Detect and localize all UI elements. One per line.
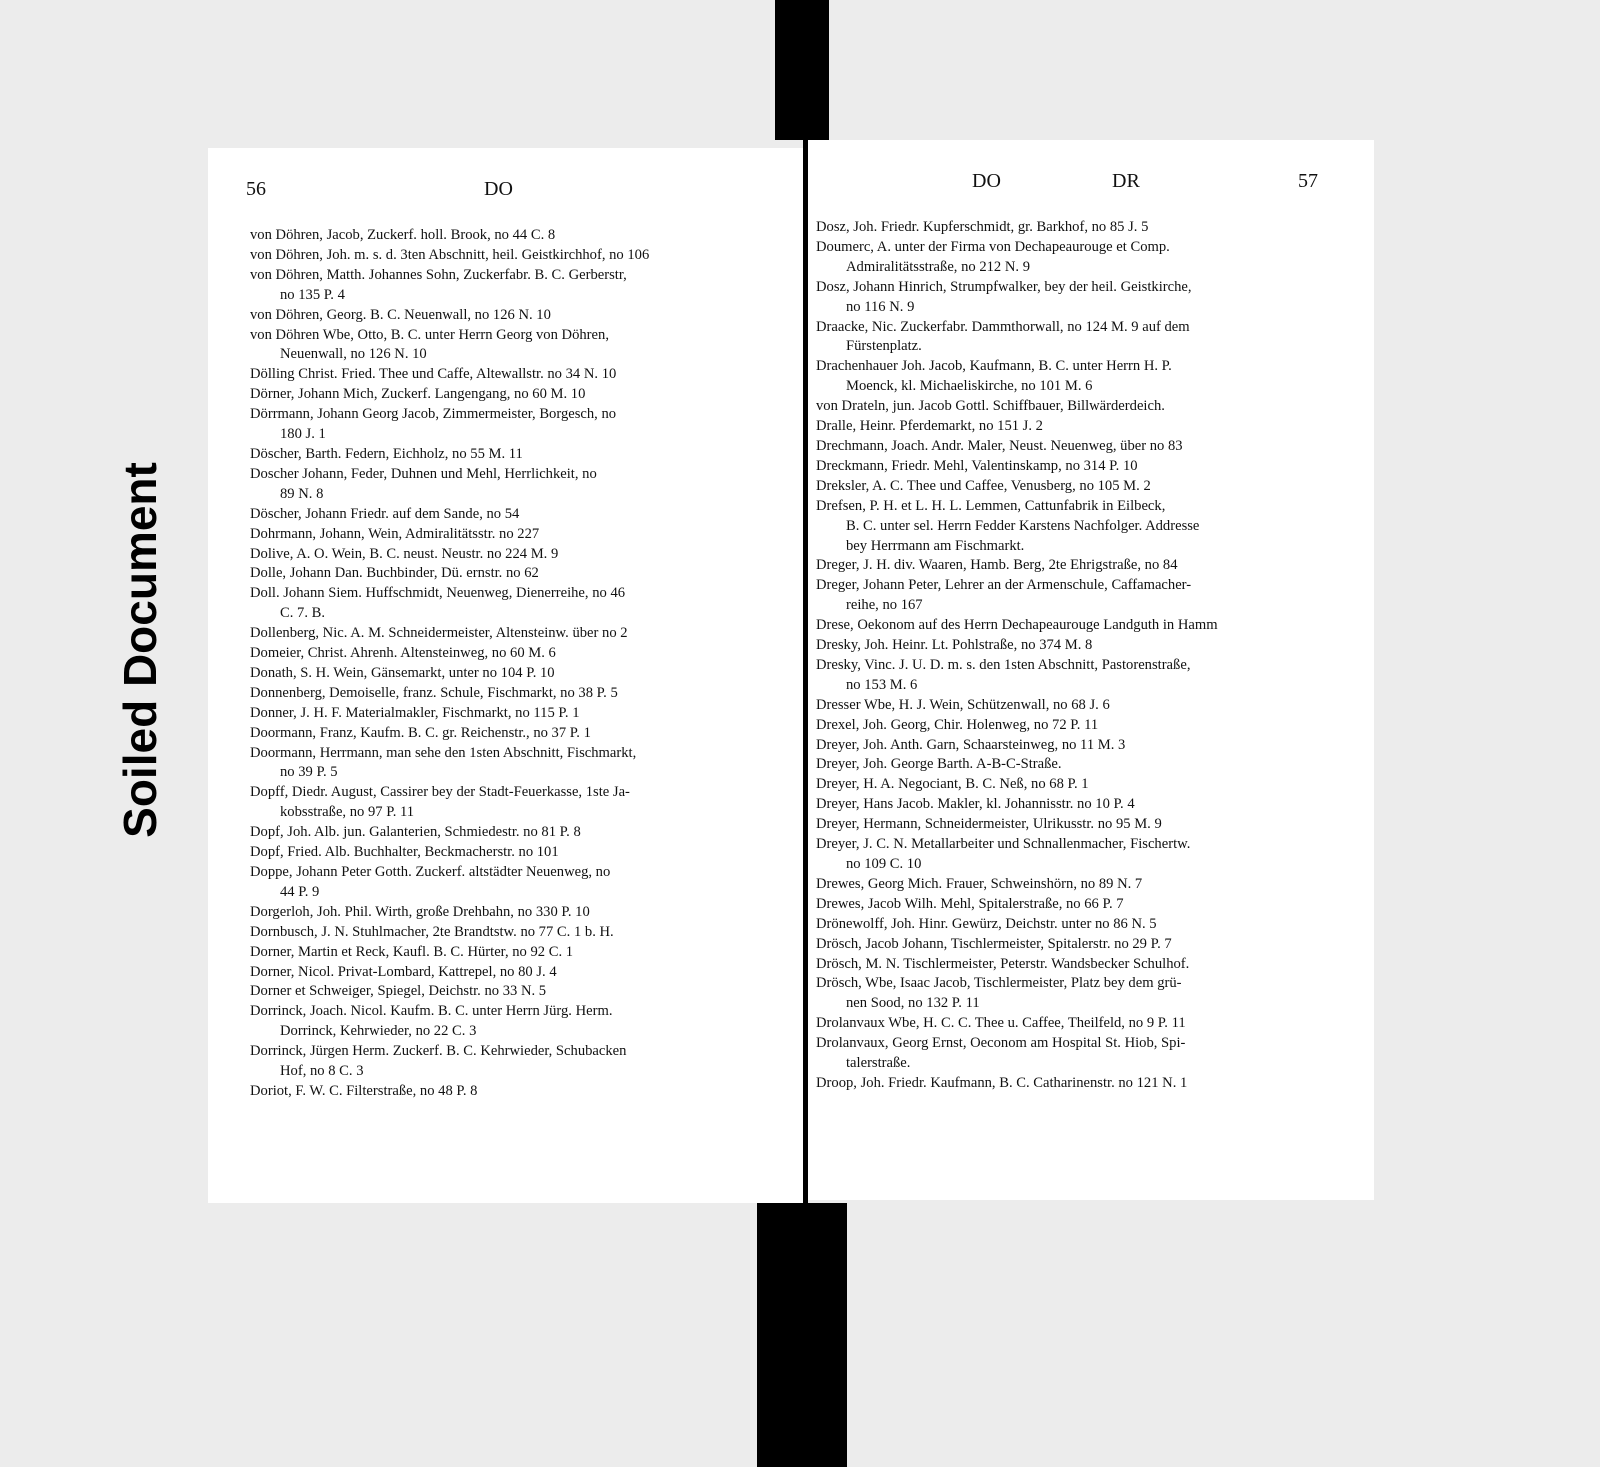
entry-line: Dreger, Johann Peter, Lehrer an der Armenschule, Caffamacher- xyxy=(816,577,1192,594)
directory-entry xyxy=(250,1082,794,1102)
entry-line: Dralle, Heinr. Pferdemarkt, no 151 J. 2 xyxy=(816,418,1043,435)
entry-line: Dreyer, Joh. Anth. Garn, Schaarsteinweg, no 11 M. 3 xyxy=(816,736,1126,753)
entry-line: von Döhren Wbe, Otto, B. C. unter Herrn Georg von Döhren, xyxy=(250,326,609,343)
directory-entry xyxy=(250,724,794,744)
directory-entry xyxy=(816,835,1354,875)
entry-line: Dresky, Vinc. J. U. D. m. s. den 1sten Abschnitt, Pastorenstraße, xyxy=(816,656,1191,673)
right-directory-entries xyxy=(816,218,1354,1094)
entry-line: von Döhren, Georg. B. C. Neuenwall, no 126 N. 10 xyxy=(250,306,551,323)
entry-line: Dopf, Joh. Alb. jun. Galanterien, Schmiedestr. no 81 P. 8 xyxy=(250,824,581,841)
directory-entry xyxy=(250,584,794,624)
entry-line: Donath, S. H. Wein, Gänsemarkt, unter no 104 P. 10 xyxy=(250,664,555,681)
entry-line: Dreyer, Hermann, Schneidermeister, Ulrikusstr. no 95 M. 9 xyxy=(816,816,1162,833)
directory-entry xyxy=(816,417,1354,437)
entry-line: Drewes, Jacob Wilh. Mehl, Spitalerstraße, no 66 P. 7 xyxy=(816,895,1124,912)
entry-continuation: no 116 N. 9 xyxy=(846,298,915,315)
entry-line: Drechmann, Joach. Andr. Maler, Neust. Neuenweg, über no 83 xyxy=(816,437,1183,454)
directory-entry xyxy=(816,556,1354,576)
directory-entry xyxy=(250,963,794,983)
directory-entry xyxy=(250,564,794,584)
entry-line: Drexel, Joh. Georg, Chir. Holenweg, no 72 P. 11 xyxy=(816,716,1099,733)
directory-entry xyxy=(816,755,1354,775)
entry-line: Dreyer, Joh. George Barth. A-B-C-Straße. xyxy=(816,756,1062,773)
entry-continuation: bey Herrmann am Fischmarkt. xyxy=(846,537,1025,554)
directory-entry xyxy=(250,863,794,903)
entry-continuation: 89 N. 8 xyxy=(280,485,324,502)
entry-line: Dosz, Joh. Friedr. Kupferschmidt, gr. Barkhof, no 85 J. 5 xyxy=(816,219,1149,235)
directory-entry xyxy=(816,477,1354,497)
directory-entry xyxy=(250,405,794,445)
directory-entry xyxy=(250,545,794,565)
directory-entry xyxy=(816,795,1354,815)
left-page-header xyxy=(208,178,804,210)
directory-entry xyxy=(250,445,794,465)
directory-entry xyxy=(816,318,1354,358)
entry-line: Dölling Christ. Fried. Thee und Caffe, Altewallstr. no 34 N. 10 xyxy=(250,366,617,383)
directory-entry xyxy=(250,1002,794,1042)
directory-entry xyxy=(250,704,794,724)
entry-continuation: Hof, no 8 C. 3 xyxy=(280,1063,364,1080)
entry-line: Doppe, Johann Peter Gotth. Zuckerf. altstädter Neuenweg, no xyxy=(250,864,611,880)
directory-entry xyxy=(250,943,794,963)
soiled-document-stamp xyxy=(112,400,167,900)
entry-line: Dörner, Johann Mich, Zuckerf. Langengang, no 60 M. 10 xyxy=(250,386,586,403)
directory-entry xyxy=(816,616,1354,636)
directory-entry xyxy=(250,1042,794,1082)
entry-continuation: reihe, no 167 xyxy=(846,597,923,614)
entry-continuation: Dorrinck, Kehrwieder, no 22 C. 3 xyxy=(280,1023,477,1040)
directory-entry xyxy=(816,457,1354,477)
directory-entry xyxy=(816,895,1354,915)
entry-line: Drönewolff, Joh. Hinr. Gewürz, Deichstr. unter no 86 N. 5 xyxy=(816,915,1157,932)
entry-line: Dresser Wbe, H. J. Wein, Schützenwall, no 68 J. 6 xyxy=(816,696,1110,713)
directory-entry xyxy=(250,744,794,784)
entry-line: Domeier, Christ. Ahrenh. Altensteinweg, no 60 M. 6 xyxy=(250,645,556,662)
directory-entry xyxy=(816,576,1354,616)
directory-entry xyxy=(816,736,1354,756)
directory-entry xyxy=(816,1034,1354,1074)
directory-entry xyxy=(250,923,794,943)
directory-entry xyxy=(816,696,1354,716)
entry-line: Dresky, Joh. Heinr. Lt. Pohlstraße, no 374 M. 8 xyxy=(816,637,1093,654)
entry-line: Drösch, M. N. Tischlermeister, Peterstr. Wandsbecker Schulhof. xyxy=(816,955,1190,972)
directory-entry xyxy=(816,935,1354,955)
book-spine xyxy=(803,0,808,1467)
directory-entry xyxy=(816,974,1354,1014)
entry-line: Drösch, Wbe, Isaac Jacob, Tischlermeister, Platz bey dem grü- xyxy=(816,975,1182,992)
directory-entry xyxy=(816,875,1354,895)
entry-continuation: Fürstenplatz. xyxy=(846,338,922,355)
directory-entry xyxy=(250,624,794,644)
directory-entry xyxy=(250,306,794,326)
entry-line: Dollenberg, Nic. A. M. Schneidermeister, Altensteinw. über no 2 xyxy=(250,625,628,642)
entry-line: Dornbusch, J. N. Stuhlmacher, 2te Brandtstw. no 77 C. 1 b. H. xyxy=(250,923,614,940)
directory-entry xyxy=(816,397,1354,417)
entry-line: Dreger, J. H. div. Waaren, Hamb. Berg, 2te Ehrigstraße, no 84 xyxy=(816,557,1178,574)
directory-entry xyxy=(816,497,1354,557)
entry-continuation: talerstraße. xyxy=(846,1055,911,1072)
entry-line: Döscher, Johann Friedr. auf dem Sande, no 54 xyxy=(250,505,520,522)
entry-line: Donnenberg, Demoiselle, franz. Schule, Fischmarkt, no 38 P. 5 xyxy=(250,684,618,701)
entry-line: Drachenhauer Joh. Jacob, Kaufmann, B. C. unter Herrn H. P. xyxy=(816,358,1172,375)
entry-continuation: no 135 P. 4 xyxy=(280,286,345,303)
entry-continuation: no 109 C. 10 xyxy=(846,856,922,872)
directory-entry xyxy=(816,656,1354,696)
directory-entry xyxy=(250,684,794,704)
entry-line: Dreyer, Hans Jacob. Makler, kl. Johannisstr. no 10 P. 4 xyxy=(816,796,1135,813)
entry-line: Draacke, Nic. Zuckerfabr. Dammthorwall, no 124 M. 9 auf dem xyxy=(816,318,1190,335)
entry-line: Doriot, F. W. C. Filterstraße, no 48 P. 8 xyxy=(250,1082,478,1099)
directory-entry xyxy=(816,775,1354,795)
entry-line: Drolanvaux, Georg Ernst, Oeconom am Hospital St. Hiob, Spi- xyxy=(816,1035,1186,1052)
directory-entry xyxy=(250,525,794,545)
directory-entry xyxy=(250,903,794,923)
binding-tab-top xyxy=(775,0,829,140)
running-head-left: DO xyxy=(484,178,513,200)
entry-line: Doll. Johann Siem. Huffschmidt, Neuenweg, Dienerreihe, no 46 xyxy=(250,585,626,602)
entry-line: Doumerc, A. unter der Firma von Dechapeaurouge et Comp. xyxy=(816,238,1170,255)
entry-line: Dörrmann, Johann Georg Jacob, Zimmermeister, Borgesch, no xyxy=(250,406,617,423)
entry-line: Dreyer, J. C. N. Metallarbeiter und Schnallenmacher, Fischertw. xyxy=(816,836,1191,853)
directory-entry xyxy=(816,915,1354,935)
directory-entry xyxy=(250,505,794,525)
entry-line: von Döhren, Joh. m. s. d. 3ten Abschnitt, heil. Geistkirchhof, no 106 xyxy=(250,246,650,263)
directory-entry xyxy=(250,843,794,863)
directory-entry xyxy=(250,365,794,385)
directory-entry xyxy=(816,218,1354,238)
entry-line: Drese, Oekonom auf des Herrn Dechapeaurouge Landguth in Hamm xyxy=(816,617,1218,634)
entry-continuation: kobsstraße, no 97 P. 11 xyxy=(280,804,415,821)
directory-entry xyxy=(250,226,794,246)
entry-line: Dorrinck, Joach. Nicol. Kaufm. B. C. unter Herrn Jürg. Herm. xyxy=(250,1003,613,1020)
entry-continuation: no 153 M. 6 xyxy=(846,676,918,693)
entry-continuation: 44 P. 9 xyxy=(280,883,320,900)
left-page xyxy=(208,148,804,1203)
directory-entry xyxy=(250,823,794,843)
entry-line: Doormann, Herrmann, man sehe den 1sten Abschnitt, Fischmarkt, xyxy=(250,744,637,761)
entry-line: Dorner, Martin et Reck, Kaufl. B. C. Hürter, no 92 C. 1 xyxy=(250,943,574,960)
entry-line: Dorner, Nicol. Privat-Lombard, Kattrepel, no 80 J. 4 xyxy=(250,963,557,980)
entry-line: von Döhren, Matth. Johannes Sohn, Zuckerfabr. B. C. Gerberstr, xyxy=(250,266,627,283)
directory-entry xyxy=(250,246,794,266)
stamp-text: Soiled Document xyxy=(113,462,166,838)
entry-line: Drefsen, P. H. et L. H. L. Lemmen, Cattunfabrik in Eilbeck, xyxy=(816,497,1166,514)
directory-entry xyxy=(816,238,1354,278)
entry-line: Dorrinck, Jürgen Herm. Zuckerf. B. C. Kehrwieder, Schubacken xyxy=(250,1043,627,1060)
running-head-right-do: DO xyxy=(972,170,1001,192)
entry-line: Drösch, Jacob Johann, Tischlermeister, Spitalerstr. no 29 P. 7 xyxy=(816,935,1172,952)
entry-line: von Döhren, Jacob, Zuckerf. holl. Brook, no 44 C. 8 xyxy=(250,227,556,243)
directory-entry xyxy=(250,664,794,684)
entry-line: Dreyer, H. A. Negociant, B. C. Neß, no 68 P. 1 xyxy=(816,776,1089,793)
directory-entry xyxy=(250,982,794,1002)
entry-continuation: Moenck, kl. Michaeliskirche, no 101 M. 6 xyxy=(846,378,1093,395)
entry-line: Dorner et Schweiger, Spiegel, Deichstr. no 33 N. 5 xyxy=(250,983,547,1000)
entry-continuation: 180 J. 1 xyxy=(280,426,326,443)
directory-entry xyxy=(816,278,1354,318)
running-head-right-dr: DR xyxy=(1112,170,1140,192)
directory-entry xyxy=(250,465,794,505)
entry-line: Dosz, Johann Hinrich, Strumpfwalker, bey der heil. Geistkirche, xyxy=(816,278,1192,295)
entry-line: Doormann, Franz, Kaufm. B. C. gr. Reichenstr., no 37 P. 1 xyxy=(250,724,591,741)
entry-line: Dolle, Johann Dan. Buchbinder, Dü. ernstr. no 62 xyxy=(250,565,539,582)
entry-line: Drolanvaux Wbe, H. C. C. Thee u. Caffee, Theilfeld, no 9 P. 11 xyxy=(816,1015,1186,1032)
entry-line: von Drateln, jun. Jacob Gottl. Schiffbauer, Billwärderdeich. xyxy=(816,398,1165,415)
entry-line: Dopf, Fried. Alb. Buchhalter, Beckmacherstr. no 101 xyxy=(250,844,559,861)
directory-entry xyxy=(816,1014,1354,1034)
entry-continuation: Admiralitätsstraße, no 212 N. 9 xyxy=(846,258,1031,275)
directory-entry xyxy=(816,437,1354,457)
binding-tab-bottom xyxy=(757,1203,847,1467)
entry-line: Dopff, Diedr. August, Cassirer bey der Stadt-Feuerkasse, 1ste Ja- xyxy=(250,784,630,801)
entry-line: Droop, Joh. Friedr. Kaufmann, B. C. Catharinenstr. no 121 N. 1 xyxy=(816,1074,1188,1091)
directory-entry xyxy=(250,266,794,306)
directory-entry xyxy=(250,385,794,405)
right-page-header xyxy=(806,170,1374,202)
directory-entry xyxy=(250,783,794,823)
directory-entry xyxy=(816,636,1354,656)
directory-entry xyxy=(816,955,1354,975)
entry-line: Döscher, Barth. Federn, Eichholz, no 55 M. 11 xyxy=(250,445,523,462)
entry-line: Donner, J. H. F. Materialmakler, Fischmarkt, no 115 P. 1 xyxy=(250,704,580,721)
entry-continuation: C. 7. B. xyxy=(280,605,326,622)
page-number-left: 56 xyxy=(246,178,266,200)
entry-line: Dolive, A. O. Wein, B. C. neust. Neustr. no 224 M. 9 xyxy=(250,545,559,562)
entry-continuation: Neuenwall, no 126 N. 10 xyxy=(280,346,427,363)
directory-entry xyxy=(816,716,1354,736)
left-directory-entries xyxy=(250,226,794,1102)
entry-line: Dreksler, A. C. Thee und Caffee, Venusberg, no 105 M. 2 xyxy=(816,477,1151,494)
entry-line: Drewes, Georg Mich. Frauer, Schweinshörn, no 89 N. 7 xyxy=(816,875,1143,892)
entry-continuation: no 39 P. 5 xyxy=(280,764,338,781)
entry-line: Doscher Johann, Feder, Duhnen und Mehl, Herrlichkeit, no xyxy=(250,465,597,482)
directory-entry xyxy=(816,815,1354,835)
directory-entry xyxy=(816,357,1354,397)
directory-entry xyxy=(250,326,794,366)
entry-line: Dorgerloh, Joh. Phil. Wirth, große Drehbahn, no 330 P. 10 xyxy=(250,903,590,920)
entry-line: Dohrmann, Johann, Wein, Admiralitätsstr. no 227 xyxy=(250,525,540,542)
entry-line: Dreckmann, Friedr. Mehl, Valentinskamp, no 314 P. 10 xyxy=(816,457,1138,474)
entry-continuation: B. C. unter sel. Herrn Fedder Karstens Nachfolger. Addresse xyxy=(846,517,1200,534)
right-page xyxy=(806,140,1374,1200)
page-number-right: 57 xyxy=(1298,170,1318,192)
directory-entry xyxy=(816,1074,1354,1094)
directory-entry xyxy=(250,644,794,664)
entry-continuation: nen Sood, no 132 P. 11 xyxy=(846,995,980,1012)
